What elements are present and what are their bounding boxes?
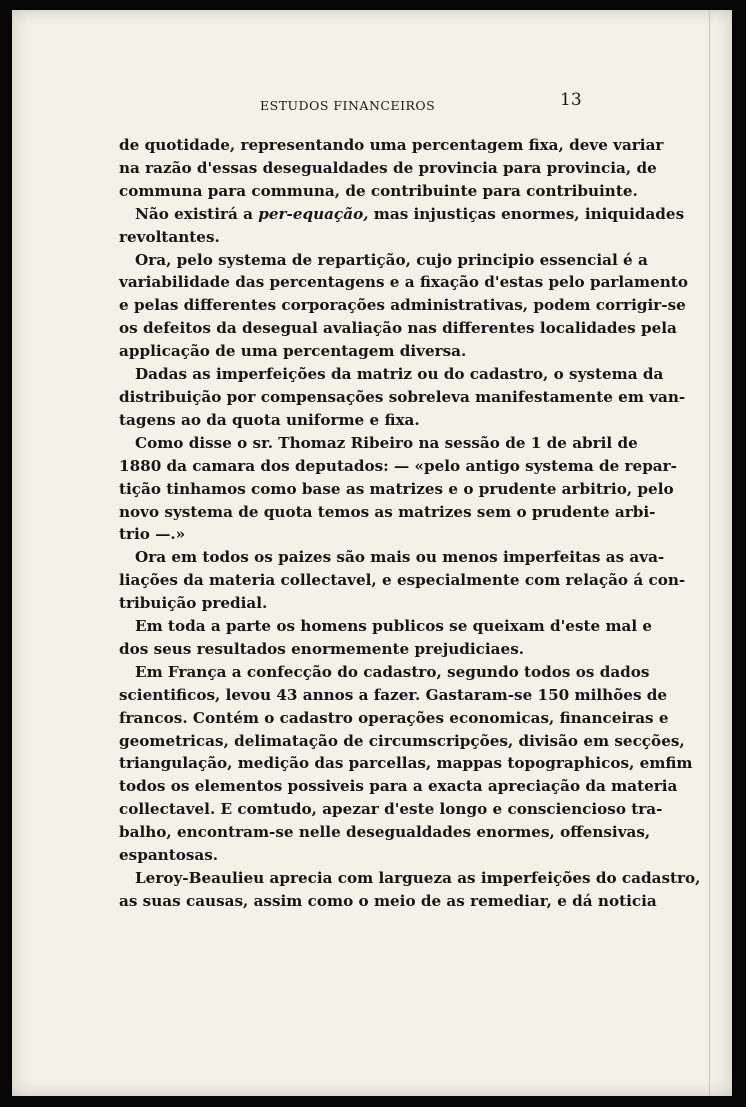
text-line: as suas causas, assim como o meio de as remediar, e dá noticia xyxy=(119,891,657,910)
text-line: francos. Contém o cadastro operações economicas, financeiras e xyxy=(119,708,669,727)
text-line: tagens ao da quota uniforme e fixa. xyxy=(119,410,420,429)
running-title: ESTUDOS FINANCEIROS xyxy=(260,98,436,113)
text-line: dos seus resultados enormemente prejudiciaes. xyxy=(119,639,525,658)
text-line: novo systema de quota temos as matrizes sem o prudente arbi- xyxy=(119,502,656,521)
text-segment: Não existirá a xyxy=(135,204,259,223)
text-line xyxy=(119,203,685,226)
text-line: Dadas as imperfeições da matriz ou do cadastro, o systema da xyxy=(135,365,664,384)
italic-term: per-equação, xyxy=(258,204,369,223)
page-edge-line xyxy=(709,10,710,1096)
text-line: os defeitos da desegual avaliação nas differentes localidades pela xyxy=(119,319,677,338)
body-text xyxy=(119,134,701,913)
text-line: scientificos, levou 43 annos a fazer. Gastaram-se 150 milhões de xyxy=(119,685,668,704)
text-line: variabilidade das percentagens e a fixação d'estas pelo parlamento xyxy=(119,273,688,292)
text-line: tição tinhamos como base as matrizes e o prudente arbitrio, pelo xyxy=(119,479,674,498)
text-line: tribuição predial. xyxy=(119,594,268,613)
text-line: todos os elementos possiveis para a exacta apreciação da materia xyxy=(119,777,678,796)
text-line: Em França a confecção do cadastro, segundo todos os dados xyxy=(135,662,650,681)
text-line: 1880 da camara dos deputados: — «pelo antigo systema de repar- xyxy=(119,456,677,475)
text-line: geometricas, delimatação de circumscripções, divisão em secções, xyxy=(119,731,685,750)
text-line: na razão d'essas desegualdades de provincia para provincia, de xyxy=(119,158,657,177)
text-line: distribuição por compensações sobreleva manifestamente em van- xyxy=(119,387,686,406)
text-line: liações da materia collectavel, e especialmente com relação á con- xyxy=(119,571,686,590)
text-line: applicação de uma percentagem diversa. xyxy=(119,342,467,361)
text-line: Ora, pelo systema de repartição, cujo principio essencial é a xyxy=(135,250,648,269)
text-line: communa para communa, de contribuinte para contribuinte. xyxy=(119,181,638,200)
text-line: espantosas. xyxy=(119,846,219,865)
text-line: de quotidade, representando uma percentagem fixa, deve variar xyxy=(119,136,664,154)
book-page xyxy=(12,10,732,1096)
text-line: trio —.» xyxy=(119,525,186,544)
text-line: Leroy-Beaulieu aprecia com largueza as imperfeições do cadastro, xyxy=(135,869,701,887)
text-line: Ora em todos os paizes são mais ou menos imperfeitas as ava- xyxy=(135,548,665,567)
text-line: Como disse o sr. Thomaz Ribeiro na sessão de 1 de abril de xyxy=(135,433,638,452)
text-line: collectavel. E comtudo, apezar d'este longo e consciencioso tra- xyxy=(119,800,663,819)
text-line: Em toda a parte os homens publicos se queixam d'este mal e xyxy=(135,617,653,636)
page-number: 13 xyxy=(560,90,582,110)
text-line: triangulação, medição das parcellas, mappas topographicos, emfim xyxy=(119,754,693,773)
text-line: e pelas differentes corporações administrativas, podem corrigir-se xyxy=(119,296,686,315)
text-line: balho, encontram-se nelle desegualdades enormes, offensivas, xyxy=(119,823,651,842)
text-segment: mas injustiças enormes, iniquidades xyxy=(368,204,685,223)
text-line: revoltantes. xyxy=(119,227,220,246)
